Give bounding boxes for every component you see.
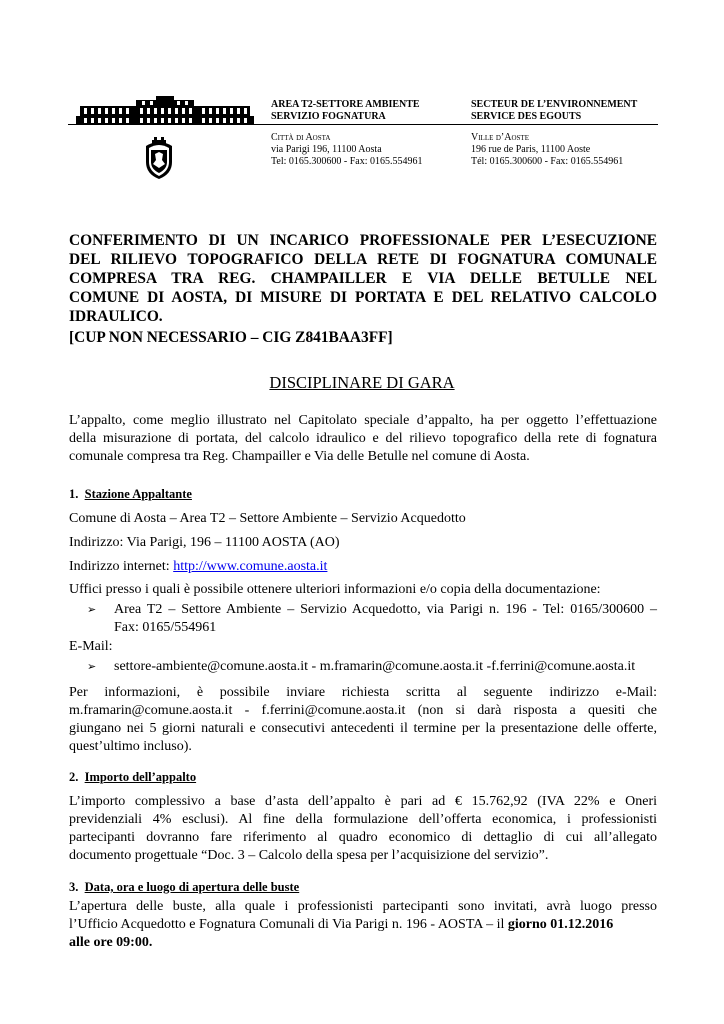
header-it-address: Città di Aosta via Parigi 196, 11100 Aosta Tel: 0165.300600 - Fax: 0165.554961 (271, 132, 423, 167)
section-1-ente: Comune di Aosta – Area T2 – Settore Ambiente – Servizio Acquedotto (69, 511, 466, 526)
city-crest-icon (140, 136, 178, 180)
office-item: Area T2 – Settore Ambiente – Servizio Acquedotto, via Parigi n. 196 - Tel: 0165/300600 – Fax: 0165/554961 (114, 602, 657, 635)
section-3-heading: 3. Data, ora e luogo di apertura delle buste (69, 880, 300, 894)
header-it-department: AREA T2-SETTORE AMBIENTE SERVIZIO FOGNATURA (271, 99, 420, 122)
opening-time: alle ore 09:00. (69, 935, 153, 950)
section-1-address: Indirizzo: Via Parigi, 196 – 11100 AOSTA (AO) (69, 535, 340, 550)
bullet-arrow-icon: ➢ (87, 661, 97, 673)
section-2-paragraph: L’importo complessivo a base d’asta dell’appalto è pari ad € 15.762,92 (IVA 22% e Oneri previdenziali 4% esclusi). Al fine della formulazione dell’offerta economica, i professionisti partecipanti dovranno fare riferimento al quadro economico di dettaglio di cui all’allegato documento progettuale “Doc. 3 – Calcolo della spesa per l’acquisizione del servizio”. (69, 794, 657, 863)
section-2-heading: 2. Importo dell’appalto (69, 770, 197, 784)
header-divider (68, 124, 658, 125)
bullet-arrow-icon: ➢ (87, 604, 97, 616)
section-3-paragraph: L’apertura delle buste, alla quale i professionisti partecipanti sono invitati, avrà luogo presso l’Ufficio Acquedotto e Fognatura Comunali di Via Parigi n. 196 - AOSTA – il giorno 01.12.2016 alle ore 09:00. (69, 899, 657, 950)
header-fr-department: SECTEUR DE L’ENVIRONNEMENT SERVICE DES EGOUTS (471, 99, 638, 122)
section-1-offices: Uffici presso i quali è possibile ottenere ulteriori informazioni e/o copia della documentazione: (69, 582, 601, 597)
section-1-internet: Indirizzo internet: http://www.comune.aosta.it (69, 559, 328, 574)
intro-paragraph: L’appalto, come meglio illustrato nel Capitolato speciale d’appalto, ha per oggetto l’effettuazione della misurazione di portata, del calcolo idraulico e del rilievo topografico della rete di fognatura comunale compresa tra Reg. Champailler e Via delle Betulle nel comune di Aosta. (69, 413, 657, 464)
opening-date: giorno 01.12.2016 (507, 917, 614, 932)
email-list: settore-ambiente@comune.aosta.it - m.framarin@comune.aosta.it -f.ferrini@comune.aosta.it (114, 659, 636, 674)
header-fr-address: Ville d’Aoste 196 rue de Paris, 11100 Aoste Tél: 0165.300600 - Fax: 0165.554961 (471, 132, 624, 167)
email-label: E-Mail: (69, 639, 113, 654)
document-title: CONFERIMENTO DI UN INCARICO PROFESSIONALE PER L’ESECUZIONE DEL RILIEVO TOPOGRAFICO DELLA RETE DI FOGNATURA COMUNALE COMPRESA TRA REG. CHAMPAILLER E VIA DELLE BETULLE NEL COMUNE DI AOSTA, DI MISURE DI PORTATA E DEL RELATIVO CALCOLO IDRAULICO. [CUP NON NECESSARIO – CIG Z841BAA3FF] (69, 232, 657, 346)
cig-code: [CUP NON NECESSARIO – CIG Z841BAA3FF] (69, 329, 393, 346)
disciplinare-heading: DISCIPLINARE DI GARA (269, 373, 455, 392)
website-link[interactable]: http://www.comune.aosta.it (173, 559, 328, 574)
info-paragraph: Per informazioni, è possibile inviare richiesta scritta al seguente indirizzo e-Mail: m.framarin@comune.aosta.it - f.ferrini@comune.aosta.it (non si darà risposta a quesiti che giungano nei 5 giorni naturali e consecutivi antecedenti il termine per la presentazione delle offerte, quest’ultimo incluso). (69, 685, 657, 754)
section-1-heading: 1. Stazione Appaltante (69, 487, 192, 501)
town-hall-logo-icon (76, 96, 254, 124)
